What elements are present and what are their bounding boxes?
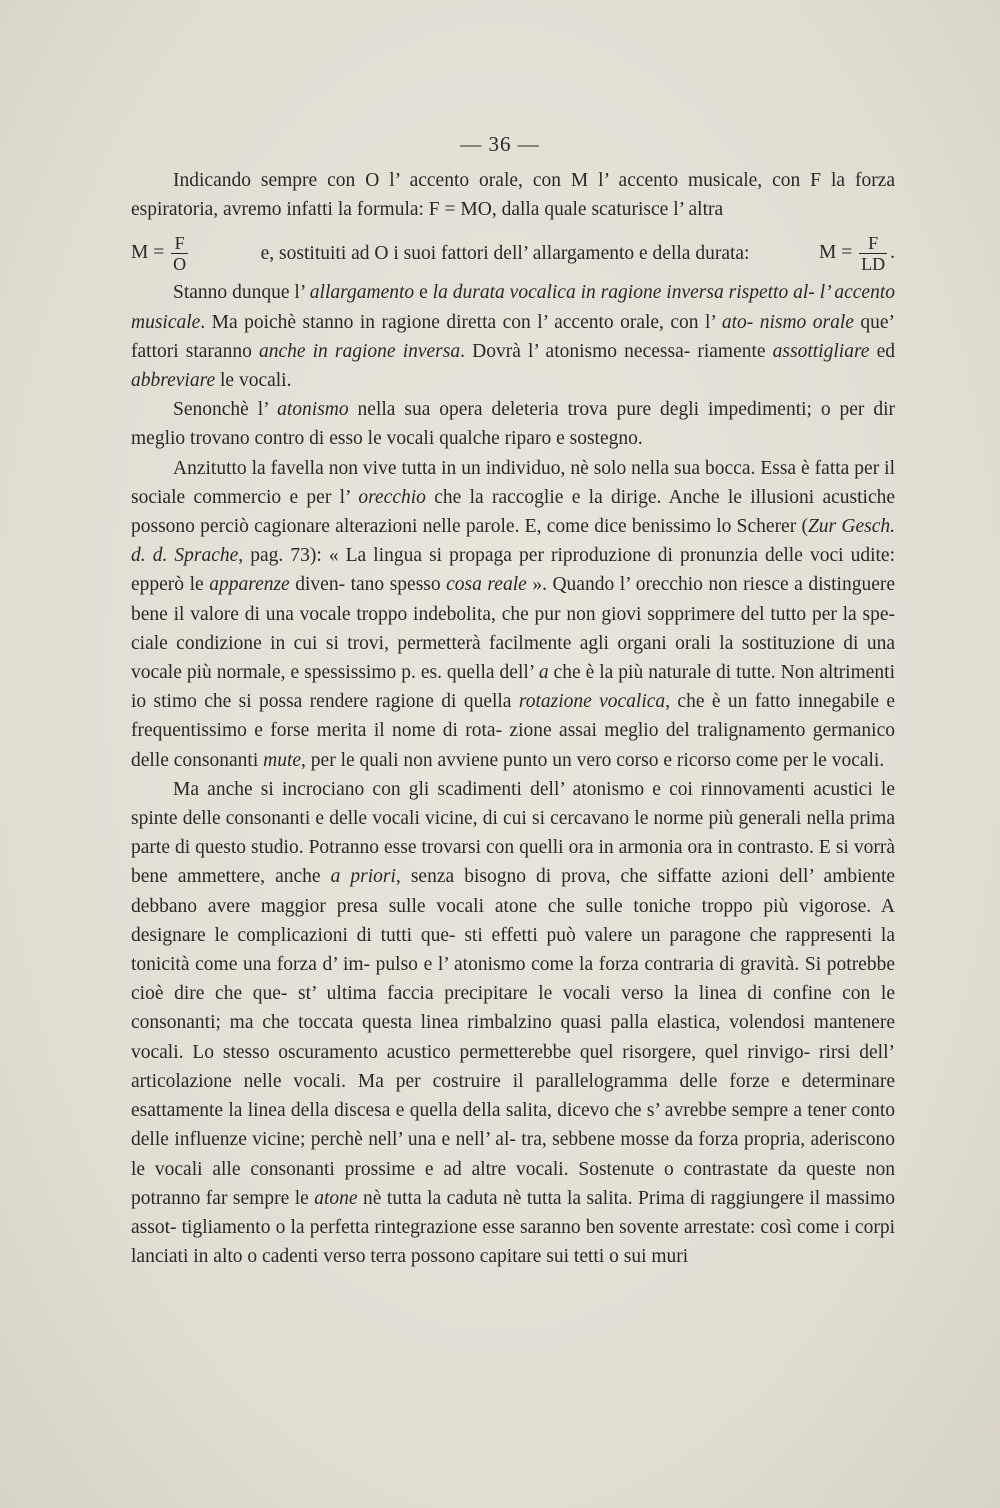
text-run: nella sua opera deleteria trova pure degli impedimenti; o per dir meglio trovano contro di esso le vocali qualche riparo e sostegno. — [131, 399, 895, 450]
formula-period: . — [890, 241, 895, 263]
paragraph-1-intro — [131, 166, 895, 224]
italic-term: a priori — [330, 866, 396, 888]
fraction-numerator: F — [868, 232, 879, 253]
text-run: , senza bisogno di prova, che siffatte azioni dell’ ambiente debbano avere maggior presa sulle vocali atone che sulle toniche troppo più vigorose. A designare le complicazioni di tutti que- sti effetti può valere un paragone che rappresenti la tonicità come una forza d’ im- pulso e l’ atonismo come la forza contraria di gravità. Si potrebbe cioè dire che que- st’ ultima faccia precipitare le vocali verso la linea di confine con le consonanti; ma che toccata questa linea rimbalzino quasi palla elastica, volendosi mantenere vocali. Lo stesso oscuramento acustico permetterebbe quel risorgere, quel rinvigo- rirsi dell’ articolazione nelle vocali. Ma per costruire il parallelogramma delle forze e determinare esattamente la linea della discesa e quella della salita, dicevo che s’ avrebbe sempre a tener conto delle influenze vicine; perchè nell’ una e nell’ al- tra, sebbene mosse da forza propria, aderiscono le vocali alle consonanti prossime e ad altre vocali. Sostenute o contrastate da queste non potranno far sempre le — [131, 866, 896, 1209]
italic-term: cosa reale — [446, 574, 527, 596]
formula-1-lhs: M = — [131, 241, 165, 263]
italic-term: a — [538, 662, 549, 684]
italic-citation: Zur Gesch. d. d. Sprache — [131, 516, 895, 567]
text-run: , per le quali non avviene punto un vero corso e ricorso come per le vocali. — [301, 749, 885, 771]
formula-middle-text: e, sostituiti ad O i suoi fattori dell’ allargamento e della durata: — [260, 242, 750, 264]
text-run: Ma anche si incrociano con gli scadimenti dell’ atonismo e coi rinnovamenti acustici le spinte delle consonanti e delle vocali vicine, di cui si cercavano le norme più generali nella prima parte di questo studio. Potranno esse trovarsi con quelli ora in armonia ora in contrasto. E si vorrà bene ammettere, anche — [131, 778, 895, 888]
text-run: Anzitutto la favella non vive tutta in un individuo, nè solo nella sua bocca. Essa è fatta per il sociale commercio e per l’ — [131, 457, 895, 508]
fraction-denominator: LD — [861, 253, 886, 274]
italic-term: assottigliare — [772, 340, 870, 362]
text-run: Senonchè l’ — [173, 399, 278, 421]
italic-term: atone — [314, 1187, 358, 1209]
fraction-f-over-ld — [859, 234, 887, 273]
formula-line — [131, 226, 895, 280]
paragraph-1-line: Indicando sempre con O l’ accento orale, con M l’ accento musicale, con F la forza espiratoria, avremo infatti la formula: F = MO, dalla quale scaturisce l’ altra — [131, 170, 895, 221]
italic-term: ato- nismo orale — [721, 311, 854, 333]
text-run: ». Quando l’ orecchio non riesce a distinguere bene il valore di una vocale troppo indebolita, che pur non giovi sopprimere del tutto per la spe- ciale condizione in cui si trovi, permetterà facilmente agli organi orali la sostituzione di una vocale più normale, e spessissimo p. es. quella dell’ — [131, 574, 895, 684]
paragraph-2 — [131, 395, 895, 453]
text-run: che la raccoglie e la dirige. Anche le illusioni acustiche possono perciò cagionare alterazioni nelle parole. E, come dice benissimo lo Scherer ( — [131, 486, 895, 538]
body-text — [131, 166, 895, 1271]
text-run: diven- tano spesso — [289, 574, 447, 596]
page-number: — 36 — — [460, 132, 540, 156]
formula-2 — [819, 234, 895, 273]
text-run: , pag. 73): « La lingua si propaga per riproduzione di pronunzia delle voci udite: epperò le — [131, 545, 895, 596]
italic-term: orecchio — [358, 486, 426, 508]
formula-2-lhs: M = — [819, 241, 853, 263]
paragraph-4 — [131, 775, 895, 1271]
fraction-numerator: F — [174, 232, 185, 253]
paragraph-1-conclusion — [131, 278, 895, 395]
italic-term: la durata vocalica in ragione inversa rispetto al- l’ accento musicale — [131, 282, 896, 333]
text-run: Stanno dunque l’ — [173, 282, 310, 304]
text-run: , che è un fatto innegabile e frequentissimo e forse merita il nome di rota- zione assai meglio del tralignamento germanico delle consonanti — [131, 691, 896, 771]
text-run: . Dovrà l’ atonismo necessa- riamente — [460, 340, 773, 362]
text-run: le vocali. — [215, 370, 292, 392]
fraction-denominator: O — [173, 253, 187, 274]
italic-term: rotazione vocalica — [518, 691, 666, 713]
formula-1 — [131, 234, 191, 273]
text-run: que’ fattori staranno — [131, 311, 895, 362]
italic-term: atonismo — [277, 399, 349, 421]
text-run: che è la più naturale di tutte. Non altrimenti io stimo che si possa rendere ragione di quella — [131, 662, 895, 713]
italic-term: anche in ragione inversa — [258, 340, 461, 362]
text-run: . Ma poichè stanno in ragione diretta con l’ accento orale, con l’ — [200, 311, 722, 333]
paragraph-3 — [131, 454, 895, 775]
italic-term: abbreviare — [131, 370, 216, 392]
italic-term: apparenze — [209, 574, 290, 596]
italic-term: allargamento — [309, 282, 415, 304]
text-run: nè tutta la caduta nè tutta la salita. Prima di raggiungere il massimo assot- tigliamento o la perfetta rintegrazione esse saranno ben sovente arrestate: così come i corpi lanciati in alto o cadenti verso terra possono capitare sui tetti o sui muri — [131, 1187, 895, 1268]
fraction-f-over-o — [171, 234, 188, 273]
text-run: ed — [869, 340, 895, 362]
text-run: e — [414, 282, 433, 304]
italic-term: mute — [263, 749, 302, 771]
